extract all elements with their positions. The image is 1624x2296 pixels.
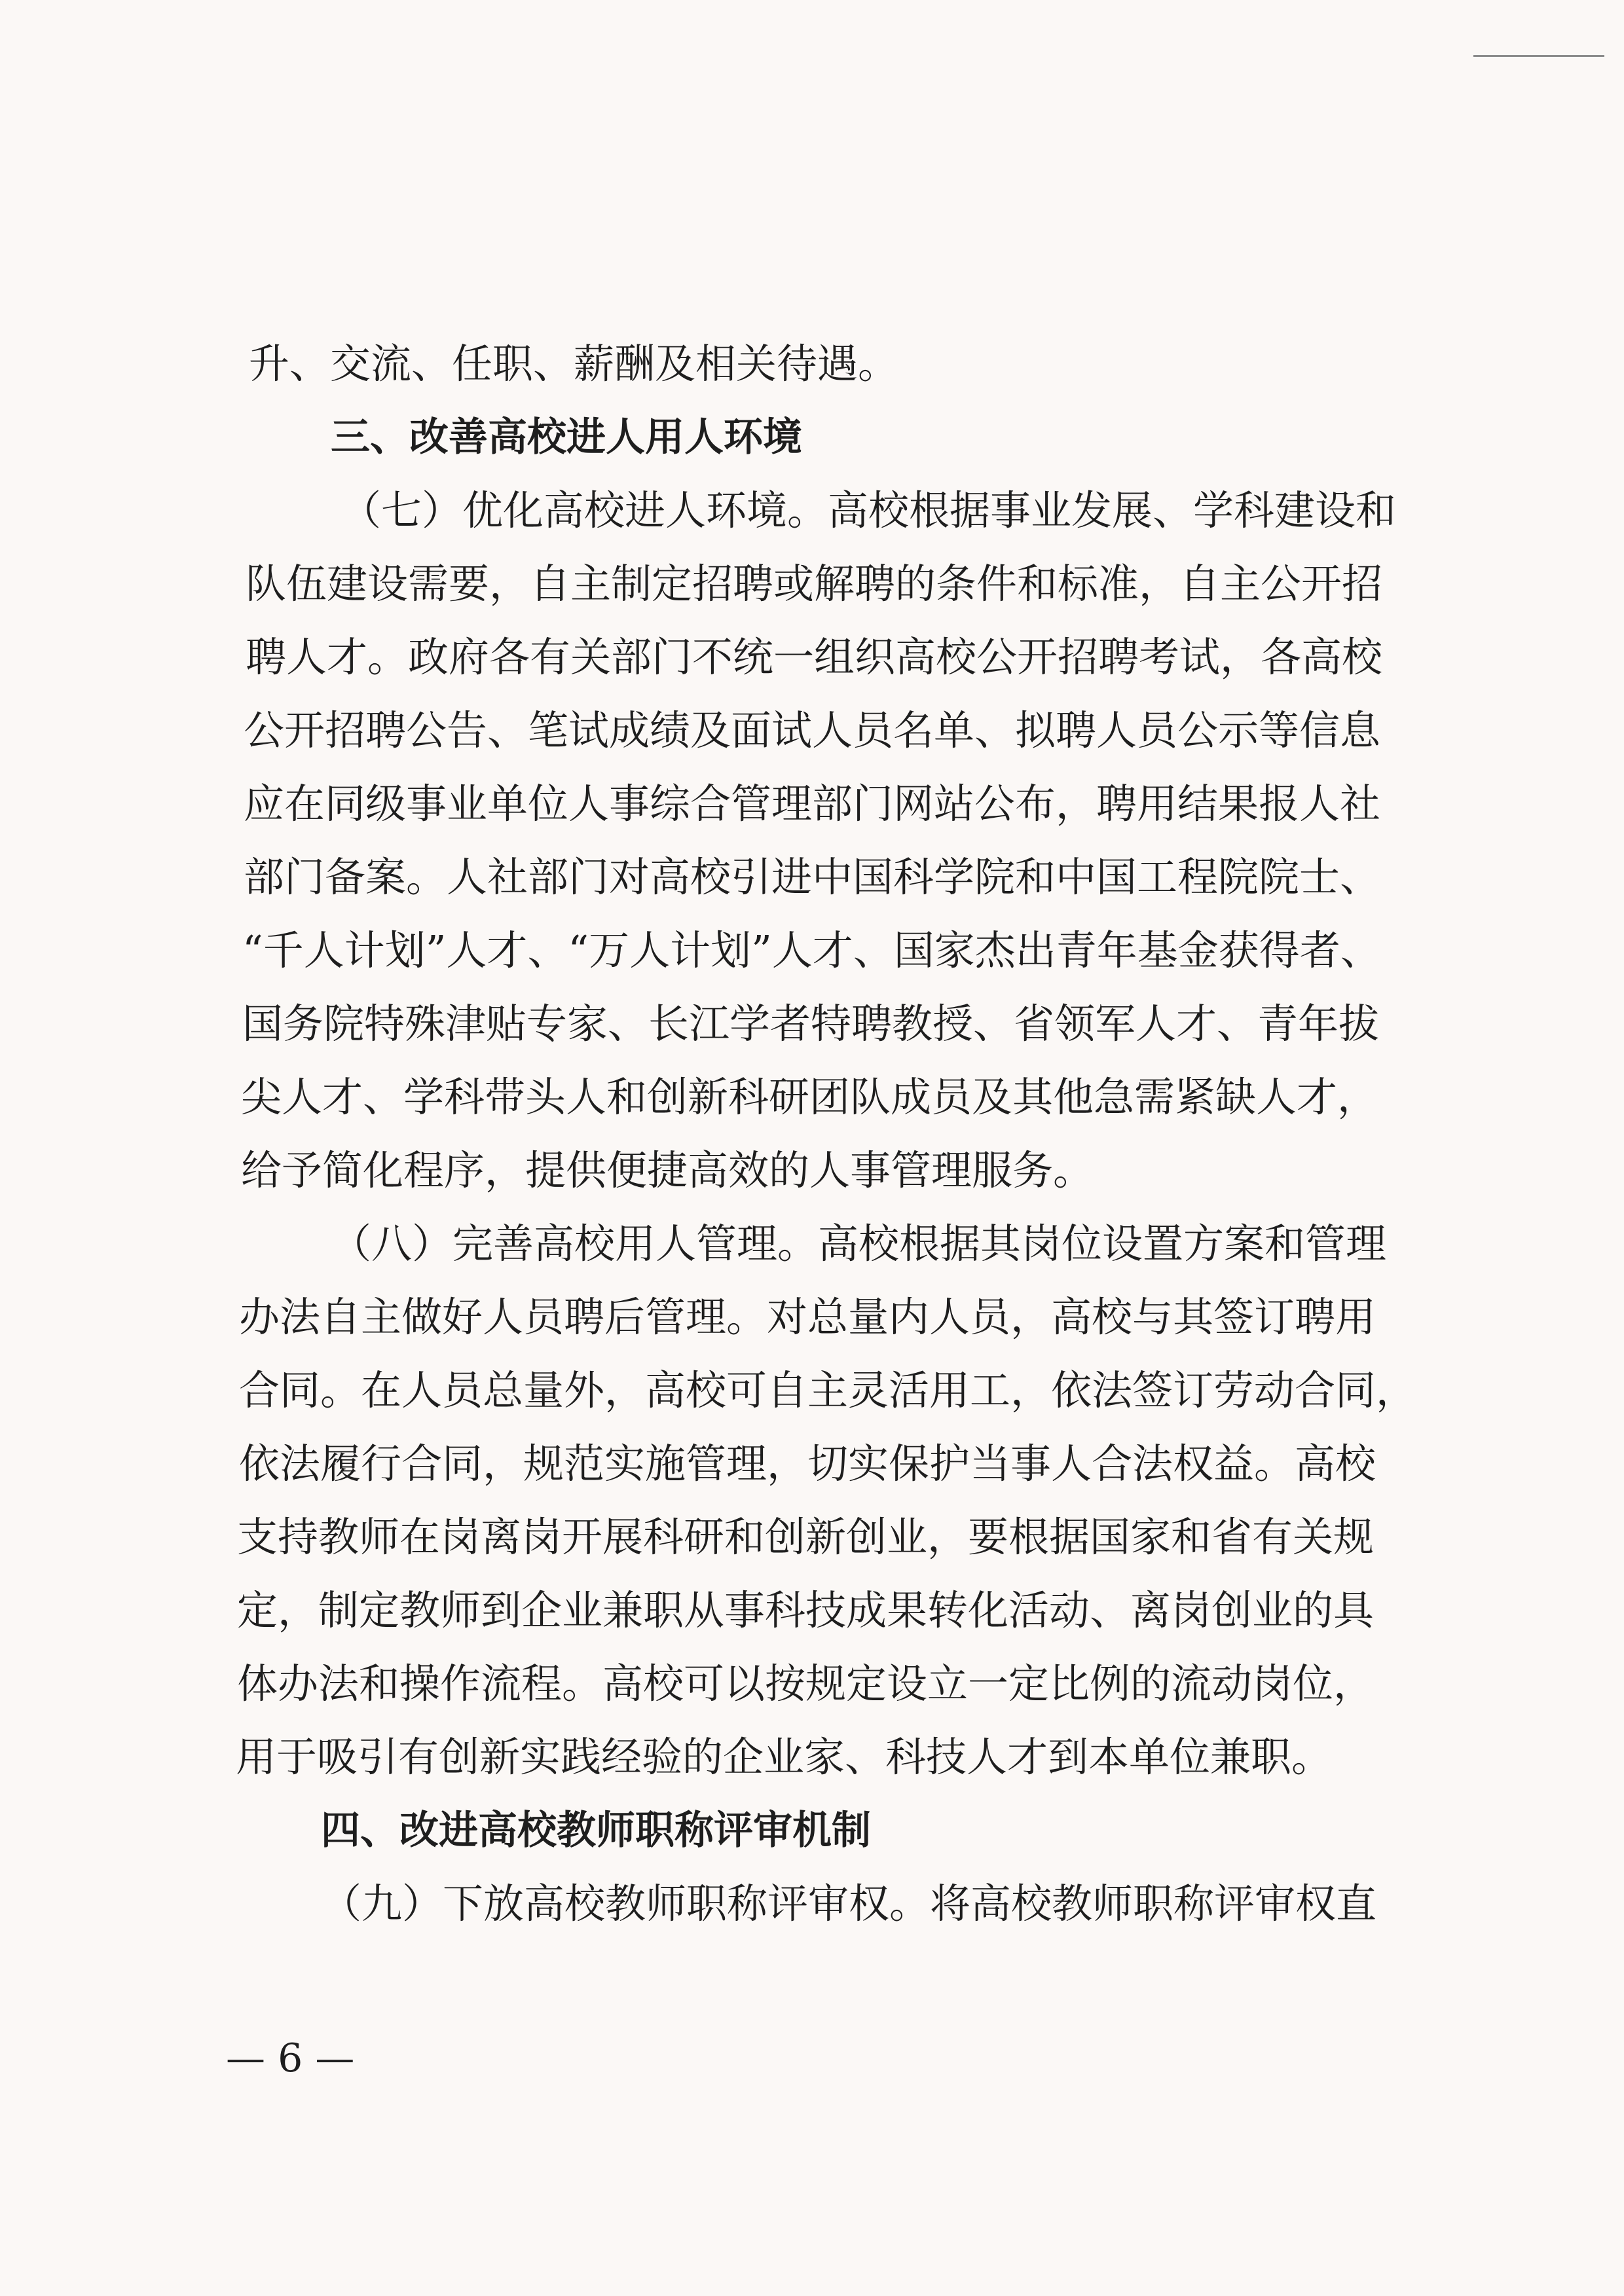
paragraph-line: 公开招聘公告、笔试成绩及面试人员名单、拟聘人员公示等信息 (244, 706, 1381, 754)
scan-edge-line (1473, 55, 1604, 57)
paragraph-line: 聘人才。政府各有关部门不统一组织高校公开招聘考试，各高校 (246, 633, 1383, 681)
section-heading-3: 三、改善高校进人用人环境 (331, 414, 802, 460)
paragraph-line: 应在同级事业单位人事综合管理部门网站公布，聘用结果报人社 (244, 780, 1381, 828)
paragraph-line: 用于吸引有创新实践经验的企业家、科技人才到本单位兼职。 (236, 1733, 1333, 1781)
paragraph-line: 部门备案。人社部门对高校引进中国科学院和中国工程院院士、 (244, 853, 1381, 901)
paragraph-line: （七）优化高校进人环境。高校根据事业发展、学科建设和 (341, 486, 1397, 534)
section-heading-4: 四、改进高校教师职称评审机制 (321, 1808, 871, 1853)
page-number: — 6 — (226, 2035, 355, 2081)
paragraph-line: （八）完善高校用人管理。高校根据其岗位设置方案和管理 (331, 1220, 1387, 1267)
paragraph-line: 体办法和操作流程。高校可以按规定设立一定比例的流动岗位， (237, 1660, 1375, 1707)
paragraph-line: 定，制定教师到企业兼职从事科技成果转化活动、离岗创业的具 (237, 1586, 1375, 1634)
paragraph-line: 依法履行合同，规范实施管理，切实保护当事人合法权益。高校 (239, 1440, 1376, 1487)
paragraph-line: 队伍建设需要，自主制定招聘或解聘的条件和标准，自主公开招 (246, 560, 1383, 608)
paragraph-line: （九）下放高校教师职称评审权。将高校教师职称评审权直 (321, 1880, 1377, 1927)
paragraph-line: “千人计划”人才、“万人计划”人才、国家杰出青年基金获得者、 (242, 926, 1381, 974)
paragraph-line: 尖人才、学科带头人和创新科研团队成员及其他急需紧缺人才， (241, 1073, 1378, 1121)
paragraph-line: 合同。在人员总量外，高校可自主灵活用工，依法签订劳动合同， (239, 1366, 1417, 1414)
paragraph-line: 升、交流、任职、薪酬及相关待遇。 (249, 340, 899, 388)
paragraph-line: 国务院特殊津贴专家、长江学者特聘教授、省领军人才、青年拔 (242, 1000, 1380, 1048)
paragraph-line: 支持教师在岗离岗开展科研和创新创业，要根据国家和省有关规 (237, 1513, 1375, 1561)
paragraph-line: 给予简化程序，提供便捷高效的人事管理服务。 (241, 1146, 1094, 1194)
paragraph-line: 办法自主做好人员聘后管理。对总量内人员，高校与其签订聘用 (239, 1293, 1376, 1341)
